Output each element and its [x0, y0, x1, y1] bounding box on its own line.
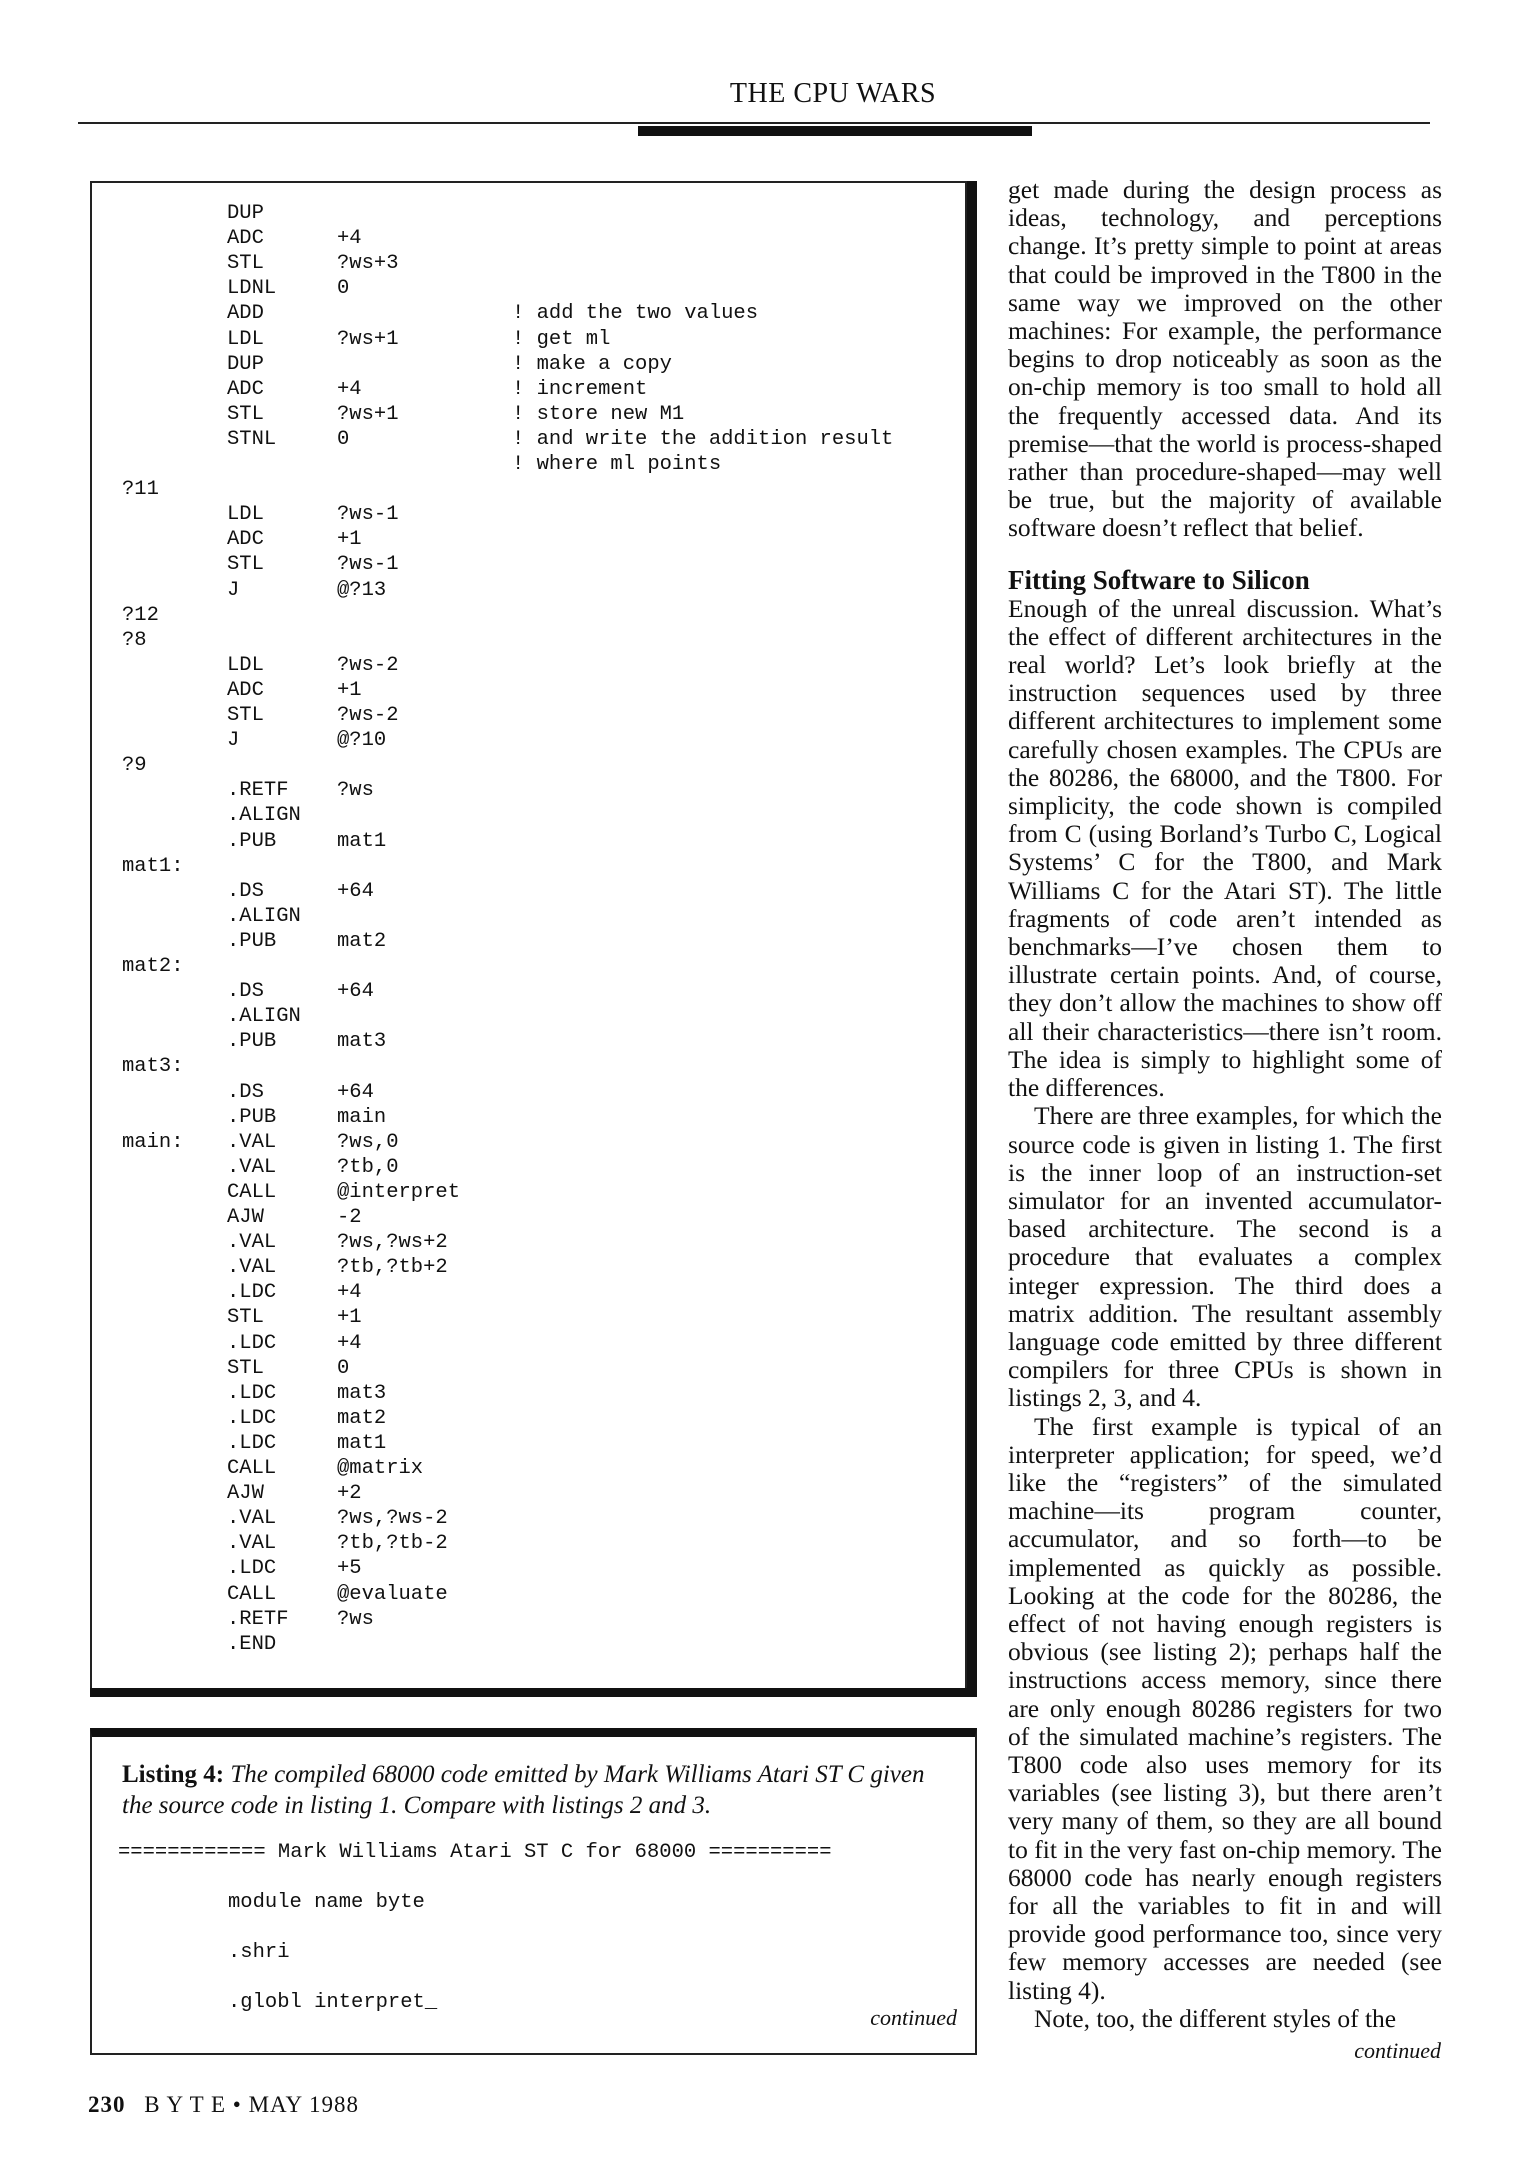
code-cmt: ! make a copy [512, 352, 672, 376]
listing4-box [90, 1728, 977, 2055]
page-footer [88, 2092, 359, 2118]
code-op: STNL [227, 427, 277, 451]
article-continued: continued [1354, 2038, 1441, 2063]
page-number: 230 [88, 2092, 126, 2117]
code-arg: ?ws-2 [337, 704, 399, 727]
code-op: ADD [227, 302, 264, 326]
code-op: LDL [227, 327, 264, 351]
code-op: .ALIGN [227, 904, 301, 928]
code-arg: main [337, 1105, 387, 1129]
code-arg: ?tb,0 [337, 1155, 399, 1179]
code-box-bottom-rule [90, 1688, 977, 1697]
code-arg: ?ws,0 [337, 1130, 399, 1154]
code-op: .LDC [227, 1431, 277, 1455]
code-cmt: ! increment [512, 377, 648, 401]
code-arg: ?ws,?ws+2 [337, 1231, 448, 1255]
code-arg: mat1 [337, 829, 387, 853]
code-op: .DS [227, 980, 264, 1004]
code-arg: +4 [337, 1331, 362, 1355]
code-arg: @?13 [337, 578, 387, 602]
code-op: STL [227, 704, 264, 727]
code-arg: +4 [337, 377, 362, 401]
header-rule [78, 122, 1430, 124]
code-op: .PUB [227, 929, 277, 953]
code-cmt: ! and write the addition result [512, 427, 894, 451]
code-cmt: ! add the two values [512, 302, 759, 326]
code-arg: ?ws,?ws-2 [337, 1507, 448, 1531]
section-title: THE CPU WARS [729, 78, 937, 109]
code-op: .LDC [227, 1381, 277, 1405]
code-arg: ?ws [337, 1607, 374, 1631]
code-op: .VAL [227, 1155, 277, 1179]
code-arg: ?tb,?tb-2 [337, 1532, 448, 1556]
code-op: .END [227, 1632, 277, 1656]
code-label: ?12 [122, 603, 159, 627]
code-arg: @?10 [337, 729, 387, 753]
article-subhead: Fitting Software to Silicon [1008, 564, 1310, 595]
code-op: DUP [227, 352, 264, 376]
code-op: .PUB [227, 1030, 277, 1054]
magazine-issue: B Y T E • MAY 1988 [144, 2092, 360, 2117]
code-arg: +64 [337, 1080, 374, 1104]
code-arg: +1 [337, 1306, 362, 1330]
code-op: ADC [227, 227, 264, 251]
code-op: CALL [227, 1180, 277, 1204]
code-op: .LDC [227, 1331, 277, 1355]
code-arg: ?ws-1 [337, 503, 399, 527]
code-op: ADC [227, 528, 264, 552]
code-op: .VAL [227, 1532, 277, 1556]
code-label: mat1: [122, 854, 184, 878]
code-op: .VAL [227, 1130, 277, 1154]
code-cmt: ! where ml points [512, 453, 722, 476]
code-arg: @interpret [337, 1180, 461, 1204]
code-label: mat2: [122, 955, 184, 978]
code-arg: +64 [337, 980, 374, 1004]
code-op: .DS [227, 879, 264, 903]
listing3-code-box [90, 181, 967, 1691]
header-bar [638, 126, 1032, 136]
code-arg: mat2 [337, 1406, 387, 1430]
code-box-shadow [967, 181, 977, 1691]
code-op: .PUB [227, 829, 277, 853]
code-label: mat3: [122, 1055, 184, 1079]
listing4-caption [122, 1759, 952, 1821]
code-arg: 0 [337, 427, 350, 451]
listing4-caption-text: The compiled 68000 code emitted by Mark Williams Atari ST C given the source code in listing 1. Compare with listings 2 and 3. [122, 1761, 925, 1819]
listing4-label: Listing 4: [122, 1761, 225, 1788]
listing4-line: .globl interpret_ [228, 1991, 438, 2014]
code-op: ADC [227, 678, 264, 702]
code-op: LDL [227, 653, 264, 677]
running-header [78, 78, 1430, 118]
code-arg: ?ws+1 [337, 402, 399, 426]
code-label: ?9 [122, 754, 147, 778]
code-op: STL [227, 1306, 264, 1330]
code-arg: @matrix [337, 1457, 424, 1480]
code-op: AJW [227, 1482, 264, 1506]
listing4-line: .shri [228, 1941, 290, 1964]
code-op: STL [227, 1356, 264, 1380]
code-op: .VAL [227, 1231, 277, 1255]
code-op: .ALIGN [227, 1005, 301, 1029]
code-arg: +64 [337, 879, 374, 903]
code-op: LDL [227, 503, 264, 527]
code-arg: mat3 [337, 1381, 387, 1405]
listing4-continued: continued [870, 2005, 957, 2030]
code-arg: -2 [337, 1206, 362, 1229]
code-arg: +2 [337, 1482, 362, 1506]
code-op: .RETF [227, 1607, 289, 1631]
code-label: ?11 [122, 478, 159, 502]
code-arg: ?ws-2 [337, 653, 399, 677]
code-arg: +5 [337, 1557, 362, 1581]
code-arg: ?tb,?tb+2 [337, 1256, 448, 1280]
code-arg: +1 [337, 678, 362, 702]
code-op: CALL [227, 1457, 277, 1480]
article-paragraph: get made during the design process as ideas, technology, and perceptions change. It’s pretty simple to point at areas that could be improved in the T800 in the same way we improved on the other machines: For example, the performance begins to drop noticeably as soon as the on-chip memory is too small to hold all the frequently accessed data. And its premise—that the world is process-shaped rather than procedure-shaped—may well be true, but the majority of available software doesn’t reflect that belief. [1008, 175, 1442, 543]
article-paragraph: The first example is typical of an interpreter application; for speed, we’d like the “registers” of the simulated machine—its program counter, accumulator, and so forth—to be implemented as quickly as possible. Looking at the code for the 80286, the effect of not having enough registers is obvious (see listing 2); perhaps half the instructions access memory, since there are only enough 80286 registers for two of the simulated machine’s registers. The T800 code also uses memory for its variables (see listing 3), but there aren’t very many of them, so they are all bound to fit in the very fast on-chip memory. The 68000 code has nearly enough registers for all the variables to fit in and will provide good performance too, since very few memory accesses are needed (see listing 4). [1008, 1411, 1442, 2005]
code-cmt: ! get ml [512, 327, 611, 351]
code-op: STL [227, 553, 264, 577]
code-op: .LDC [227, 1557, 277, 1581]
code-op: J [227, 729, 240, 753]
code-arg: ?ws+1 [337, 327, 399, 351]
code-arg: +4 [337, 227, 362, 251]
code-arg: ?ws-1 [337, 553, 399, 577]
code-op: J [227, 578, 240, 602]
code-op: .DS [227, 1080, 264, 1104]
code-op: .PUB [227, 1105, 277, 1129]
article-column [1008, 176, 1442, 2033]
code-op: .VAL [227, 1507, 277, 1531]
code-arg: mat1 [337, 1431, 387, 1455]
article-paragraph: Enough of the unreal discussion. What’s the effect of different architectures in the real world? Let’s look briefly at the instruction sequences used by three different architectures to implement some carefully chosen examples. The CPUs are the 80286, the 68000, and the T800. For simplicity, the code shown is compiled from C (using Borland’s Turbo C, Logical Systems’ C for the T800, and Mark Williams C for the Atari ST). The little fragments of code aren’t intended as benchmarks—I’ve chosen them to illustrate certain points. And, of course, they don’t allow the machines to show off all their characteristics—there isn’t room. The idea is simply to highlight some of the differences. [1008, 593, 1442, 1103]
code-arg: 0 [337, 1356, 350, 1380]
code-op: STL [227, 252, 264, 276]
listing4-banner: ============ Mark Williams Atari ST C for 68000 ========== [118, 1841, 832, 1864]
code-label: ?8 [122, 628, 147, 652]
code-arg: mat3 [337, 1030, 387, 1054]
article-paragraph: Note, too, the different styles of the [1034, 2003, 1397, 2033]
code-arg: ?ws+3 [337, 252, 399, 276]
code-op: DUP [227, 202, 264, 225]
code-op: STL [227, 402, 264, 426]
code-arg: +1 [337, 528, 362, 552]
code-op: .LDC [227, 1281, 277, 1305]
code-label: main: [122, 1130, 184, 1154]
listing4-line: module name byte [228, 1891, 425, 1914]
code-op: LDNL [227, 277, 277, 301]
code-arg: mat2 [337, 929, 387, 953]
code-op: .ALIGN [227, 804, 301, 828]
code-op: .VAL [227, 1256, 277, 1280]
code-arg: 0 [337, 277, 350, 301]
code-arg: @evaluate [337, 1582, 448, 1606]
article-paragraph: There are three examples, for which the source code is given in listing 1. The first is the inner loop of an instruction-set simulator for an invented accumulator-based architecture. The second is a procedure that evaluates a complex integer expression. The third does a matrix addition. The resultant assembly language code emitted by three different compilers for three CPUs is shown in listings 2, 3, and 4. [1008, 1101, 1442, 1413]
code-op: CALL [227, 1582, 277, 1606]
code-op: ADC [227, 377, 264, 401]
code-op: .RETF [227, 779, 289, 803]
code-op: .LDC [227, 1406, 277, 1430]
code-cmt: ! store new M1 [512, 402, 685, 426]
code-arg: +4 [337, 1281, 362, 1305]
code-arg: ?ws [337, 779, 374, 803]
code-op: AJW [227, 1206, 264, 1229]
